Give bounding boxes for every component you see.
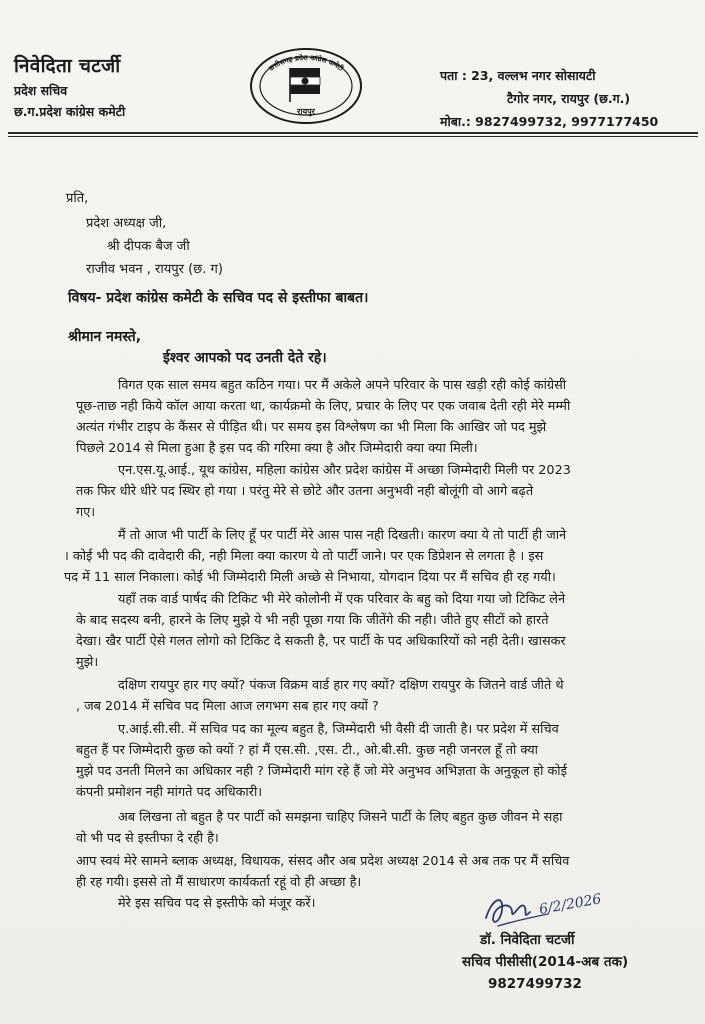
body-line: अत्यंत गंभीर टाइप के कैंसर से पीड़ित थी। पर समय इस विश्लेषण का भी मिला कि आखिर जो पद मुझे (76, 420, 547, 435)
body-line: यहाँ तक वार्ड पार्षद की टिकिट भी मेरे कोलोनी में एक परिवार के बहु को दिया गया जो टिकिट लेने (118, 592, 566, 607)
salutation: श्रीमान नमस्ते, (68, 329, 142, 345)
addressee-prati: प्रति, (66, 191, 89, 206)
signatory-name: डॉ. निवेदिता चटर्जी (480, 932, 575, 948)
sender-organization: छ.ग.प्रदेश कांग्रेस कमेटी (14, 104, 126, 119)
body-line: बहुत हैं पर जिम्मेदारी कुछ को क्यों ? हां मैं एस.सी. ,एस. टी., ओ.बी.सी. कुछ नही जनरल हूँ तो क्या (76, 743, 538, 758)
body-line: मैं तो आज भी पार्टी के लिए हूँ पर पार्टी मेरे आस पास नही दिखती। कारण क्या ये तो पार्टी ही जाने (118, 528, 567, 543)
body-line: एन.एस.यू.आई., यूथ कांग्रेस, महिला कांग्रेस और प्रदेश कांग्रेस में अच्छा जिम्मेदारी मिली पर 2023 (118, 463, 571, 478)
body-line: कंपनी प्रमोशन नही मांगते पद अधिकारी। (76, 785, 263, 800)
body-line: आप स्वयं मेरे सामने ब्लाक अध्यक्ष, विधायक, संसद और अब प्रदेश अध्यक्ष 2014 से अब तक पर मैं सचिव (76, 854, 570, 869)
header-divider (8, 132, 698, 134)
body-line: मेरे इस सचिव पद से इस्तीफे को मंजूर करें। (118, 896, 316, 911)
body-line: पूछ-ताछ नही किये कॉल आया करता था, कार्यक्रमो के लिए, प्रचार के लिए पर एक जवाब देती रही मेरे मम्मी (76, 399, 571, 414)
address-line-2: टैगोर नगर, रायपुर (छ.ग.) (507, 91, 631, 106)
logo-top-text: छत्तीसगढ़ प्रदेश कांग्रेस कमेटी (267, 53, 345, 73)
body-line: । कोई भी पद की दावेदारी की, नही मिला क्या कारण ये तो पार्टी जाने। पर एक डिप्रेशन से लगता है । इस (64, 549, 544, 564)
signatory-phone: 9827499732 (488, 976, 582, 992)
address-line-1: पता : 23, वल्लभ नगर सोसायटी (440, 68, 596, 83)
signature-date: 6/2/2026 (537, 891, 603, 918)
letterhead-address (440, 64, 658, 133)
body-line: गए। (76, 505, 96, 520)
subject-line: विषय- प्रदेश कांग्रेस कमेटी के सचिव पद से इस्तीफा बाबत। (68, 290, 369, 306)
body-line: वो भी पद से इस्तीफा दे रही है। (76, 831, 219, 846)
logo-bottom-text: रायपुर (297, 107, 315, 116)
body-line: , जब 2014 में सचिव पद मिला आज लगभग सब हार गए क्यों ? (76, 699, 379, 714)
sender-name: निवेदिता चटर्जी (14, 55, 121, 77)
addressee-line-2: श्री दीपक बैज जी (107, 239, 190, 254)
body-line: दक्षिण रायपुर हार गए क्यों? पंकज विक्रम वार्ड हार गए क्यों? दक्षिण रायपुर के जितने वार्ड जीते थे (118, 678, 564, 693)
body-line: मुझे। (76, 655, 99, 670)
letterhead-sender (14, 52, 125, 120)
body-line: ए.आई.सी.सी. में सचिव पद का मूल्य बहुत है, जिम्मेदारी भी वैसी दी जाती है। पर प्रदेश में सचिव (118, 722, 559, 737)
body-line: पिछले 2014 से मिला हुआ है इस पद की गरिमा क्या है और जिम्मेदारी क्या क्या मिली। (76, 441, 478, 456)
body-line: ही रह गयी। इससे तो मैं साधारण कार्यकर्ता रहूं वो ही अच्छा है। (76, 875, 362, 890)
body-line: पद में 11 साल निकाला। कोई भी जिम्मेदारी मिली अच्छे से निभाया, योगदान दिया पर मैं सचिव ही रह गयी। (64, 570, 556, 585)
signatory-designation: सचिव पीसीसी(2014-अब तक) (462, 954, 629, 970)
sender-designation: प्रदेश सचिव (14, 83, 68, 98)
mobile-numbers: मोबा.: 9827499732, 9977177450 (440, 114, 659, 129)
body-line: मुझे पद उनती मिलने का अधिकार नही ? जिम्मेदारी मांग रहे हैं जो मेरे अनुभव अभिज्ञता के अनुकूल हो कोई (76, 764, 567, 779)
addressee-line-3: राजीव भवन , रायपुर (छ. ग) (86, 262, 223, 277)
body-line: विगत एक साल समय बहुत कठिन गया। पर मैं अकेले अपने परिवार के पास खड़ी रही कोई कांग्रेसी (118, 378, 567, 393)
body-line: तक फिर धीरे धीरे पद स्थिर हो गया । परंतु मेरे से छोटे और उतना अनुभवी नही बोलूंगी वो आगे बढ़ते (76, 484, 534, 499)
header-divider-thin (8, 136, 698, 137)
body-line: देखा। खैर पार्टी ऐसे गलत लोगो को टिकिट दे सकती है, पर पार्टी के पद अधिकारियों को नही देती। खासकर (76, 634, 566, 649)
body-line: के बाद सदस्य बनी, हारने के लिए मुझे ये भी नही पूछा गया कि जीतेंगे की नही। जीते हुए सीटों को हारते (76, 613, 549, 628)
body-line: अब लिखना तो बहुत है पर पार्टी को समझना चाहिए जिसने पार्टी के लिए बहुत कुछ जीवन मे सहा (118, 810, 563, 825)
congress-logo (249, 46, 363, 126)
wish-line: ईश्वर आपको पद उनती देते रहे। (163, 350, 327, 366)
addressee-line-1: प्रदेश अध्यक्ष जी, (86, 216, 167, 231)
